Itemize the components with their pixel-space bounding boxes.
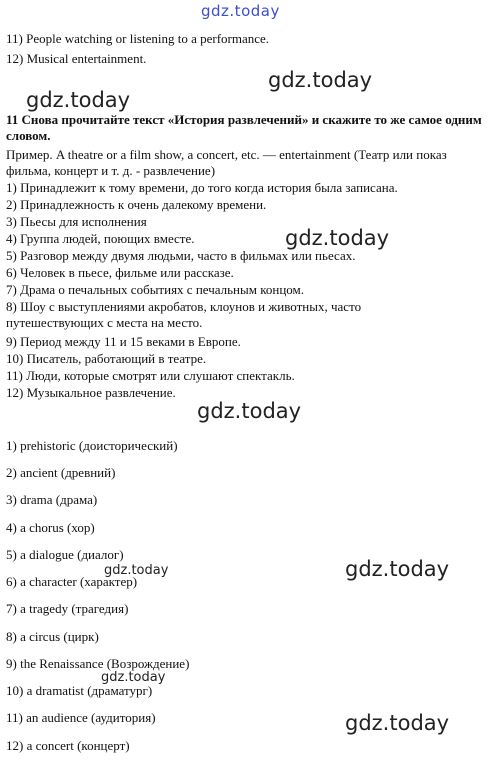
watermark-top: gdz.today — [201, 2, 280, 20]
exercise-item: 12) Музыкальное развлечение. — [6, 385, 176, 400]
answer-item: 5) a dialogue (диалог) — [6, 547, 124, 562]
watermark: gdz.today — [345, 711, 450, 735]
top-list-item: 11) People watching or listening to a performance. — [6, 31, 270, 46]
watermark: gdz.today — [268, 68, 373, 92]
top-list-item: 12) Musical entertainment. — [6, 51, 147, 66]
exercise-item: 3) Пьесы для исполнения — [6, 214, 147, 229]
answer-item: 12) a concert (концерт) — [6, 738, 130, 753]
exercise-item: 7) Драма о печальных событиях с печальным концом. — [6, 282, 305, 297]
answer-item: 2) ancient (древний) — [6, 465, 116, 480]
watermark: gdz.today — [197, 399, 302, 423]
answer-item: 7) a tragedy (трагедия) — [6, 601, 129, 616]
exercise-item: 8) Шоу с выступлениями акробатов, клоунов и животных, часто путешествующих с места на место. — [6, 299, 362, 330]
exercise-example: Пример. A theatre or a film show, a concert, etc. — entertainment (Театр или показ фильма, концерт и т. д. - развлечение) — [6, 147, 447, 178]
exercise-item: 5) Разговор между двумя людьми, часто в фильмах или пьесах. — [6, 248, 356, 263]
answer-item: 8) a circus (цирк) — [6, 629, 99, 644]
exercise-item: 9) Период между 11 и 15 веками в Европе. — [6, 334, 241, 349]
answer-item: 3) drama (драма) — [6, 492, 98, 507]
answer-item: 4) a chorus (хор) — [6, 520, 95, 535]
watermark: gdz.today — [285, 226, 390, 250]
answer-item: 6) a character (характер) — [6, 574, 138, 589]
answer-item: 10) a dramatist (драматург) — [6, 683, 153, 698]
watermark: gdz.today — [26, 88, 131, 112]
exercise-item: 6) Человек в пьесе, фильме или рассказе. — [6, 265, 234, 280]
answer-item: 1) prehistoric (доисторический) — [6, 438, 178, 453]
exercise-item: 4) Группа людей, поющих вместе. — [6, 231, 195, 246]
answer-item: 11) an audience (аудитория) — [6, 710, 156, 725]
exercise-item: 11) Люди, которые смотрят или слушают спектакль. — [6, 368, 295, 383]
exercise-item: 1) Принадлежит к тому времени, до того когда история была записана. — [6, 180, 398, 195]
exercise-item: 2) Принадлежность к очень далекому времени. — [6, 197, 267, 212]
exercise-heading: 11 Снова прочитайте текст «История развлечений» и скажите то же самое одним словом. — [6, 112, 482, 143]
watermark: gdz.today — [101, 670, 166, 685]
answer-item: 9) the Renaissance (Возрождение) — [6, 656, 190, 671]
exercise-item: 10) Писатель, работающий в театре. — [6, 351, 207, 366]
watermark: gdz.today — [104, 563, 169, 578]
watermark: gdz.today — [345, 557, 450, 581]
